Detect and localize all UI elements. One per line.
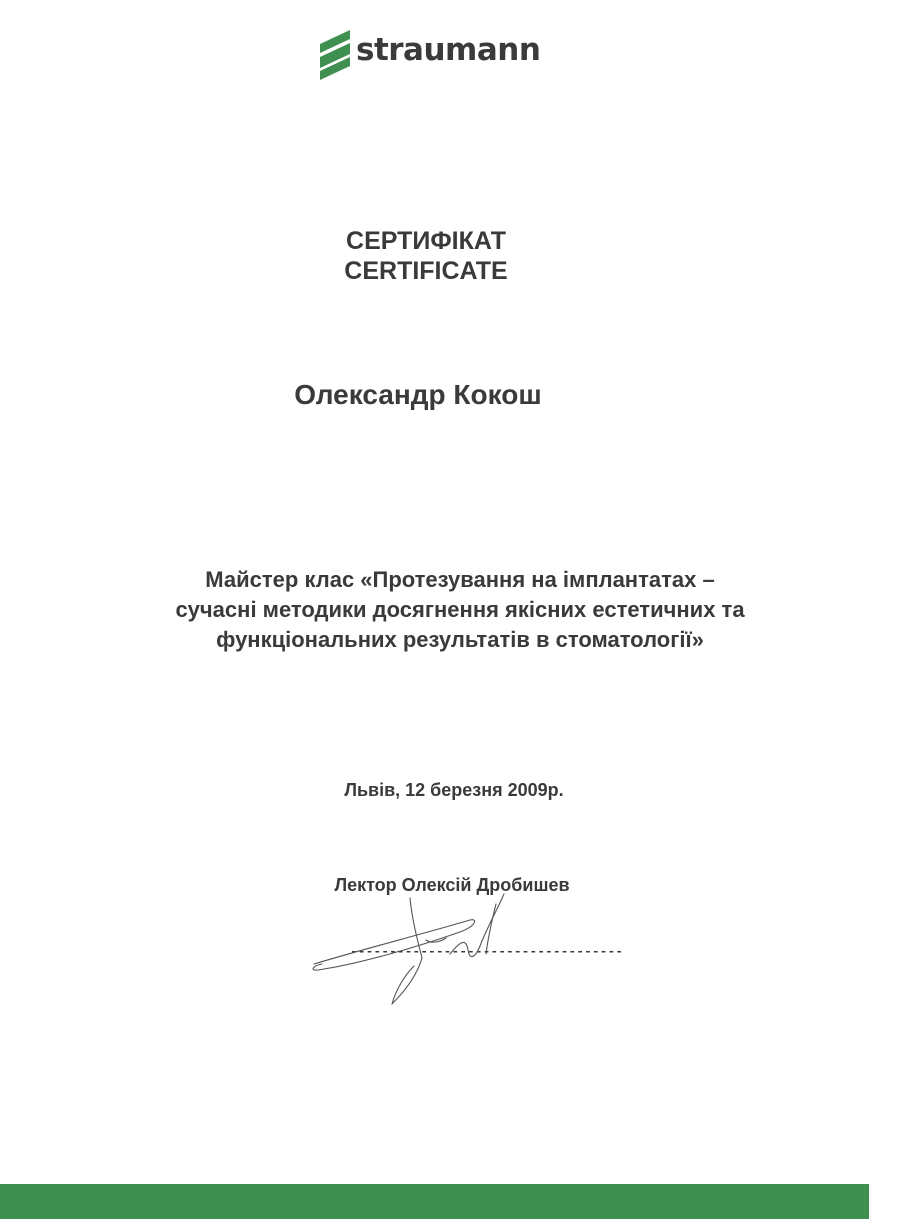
title-english: CERTIFICATE [344, 257, 508, 285]
course-title-line: функціональних результатів в стоматології» [216, 627, 704, 652]
brand-name: straumann [356, 32, 541, 68]
bottom-brand-band [0, 1184, 869, 1219]
recipient-name: Олександр Кокош [294, 379, 542, 410]
course-title-line: Майстер клас «Протезування на імплантатах – [205, 567, 715, 592]
straumann-logo-icon [316, 30, 356, 82]
title-ukrainian: СЕРТИФІКАТ [346, 227, 506, 255]
place-and-date: Львів, 12 березня 2009р. [344, 780, 564, 800]
course-title-line: сучасні методики досягнення якісних естетичних та [175, 597, 745, 622]
signature-line: ----------------------------------- [350, 944, 624, 959]
straumann-logo [316, 30, 556, 82]
lecturer-name: Лектор Олексій Дробишев [334, 875, 570, 895]
course-title [0, 565, 920, 655]
handwritten-signature [300, 880, 540, 1010]
